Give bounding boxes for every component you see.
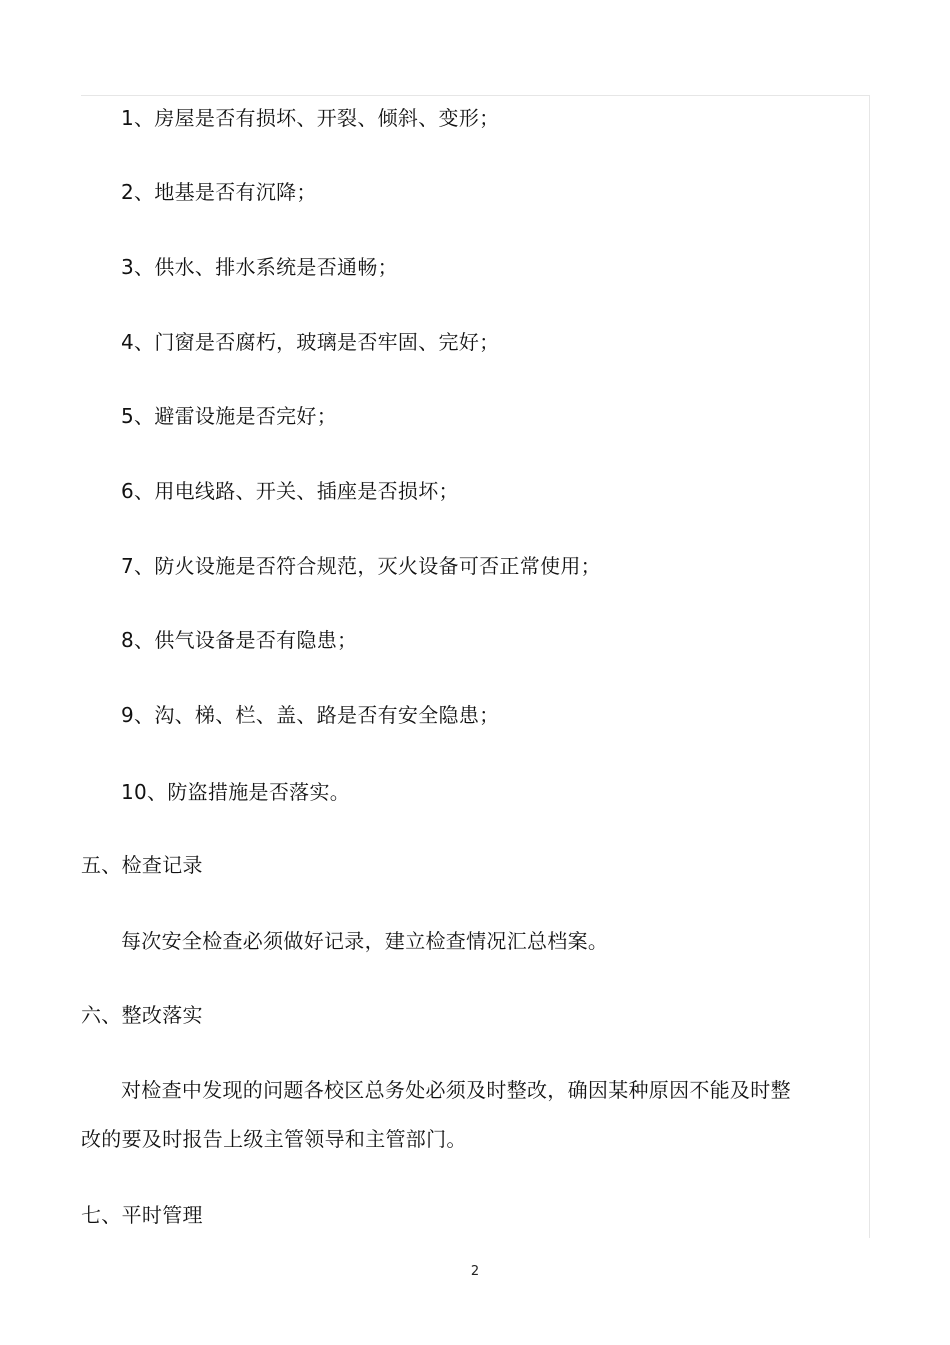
checklist-item: 5、避雷设施是否完好； xyxy=(121,404,338,428)
page-frame-right xyxy=(869,95,870,1238)
paragraph-rectification-line1: 对检查中发现的问题各校区总务处必须及时整改，确因某种原因不能及时整 xyxy=(121,1078,791,1102)
section-heading-rectification: 六、整改落实 xyxy=(81,1003,203,1027)
checklist-item: 7、防火设施是否符合规范，灭火设备可否正常使用； xyxy=(121,554,601,578)
page-frame-top xyxy=(81,95,870,96)
section-heading-inspection-record: 五、检查记录 xyxy=(81,853,203,877)
checklist-item: 3、供水、排水系统是否通畅； xyxy=(121,255,398,279)
paragraph-inspection-record: 每次安全检查必须做好记录，建立检查情况汇总档案。 xyxy=(121,929,609,953)
checklist-item: 1、房屋是否有损坏、开裂、倾斜、变形； xyxy=(121,106,500,130)
checklist-item: 8、供气设备是否有隐患； xyxy=(121,628,358,652)
checklist-item: 10、防盗措施是否落实。 xyxy=(121,780,351,804)
page-number: 2 xyxy=(470,1264,480,1279)
checklist-item: 6、用电线路、开关、插座是否损坏； xyxy=(121,479,459,503)
checklist-item: 9、沟、梯、栏、盖、路是否有安全隐患； xyxy=(121,703,500,727)
checklist-item: 2、地基是否有沉降； xyxy=(121,180,317,204)
checklist-item: 4、门窗是否腐朽，玻璃是否牢固、完好； xyxy=(121,330,500,354)
section-heading-daily-management: 七、平时管理 xyxy=(81,1203,203,1227)
paragraph-rectification-line2: 改的要及时报告上级主管领导和主管部门。 xyxy=(81,1127,467,1151)
